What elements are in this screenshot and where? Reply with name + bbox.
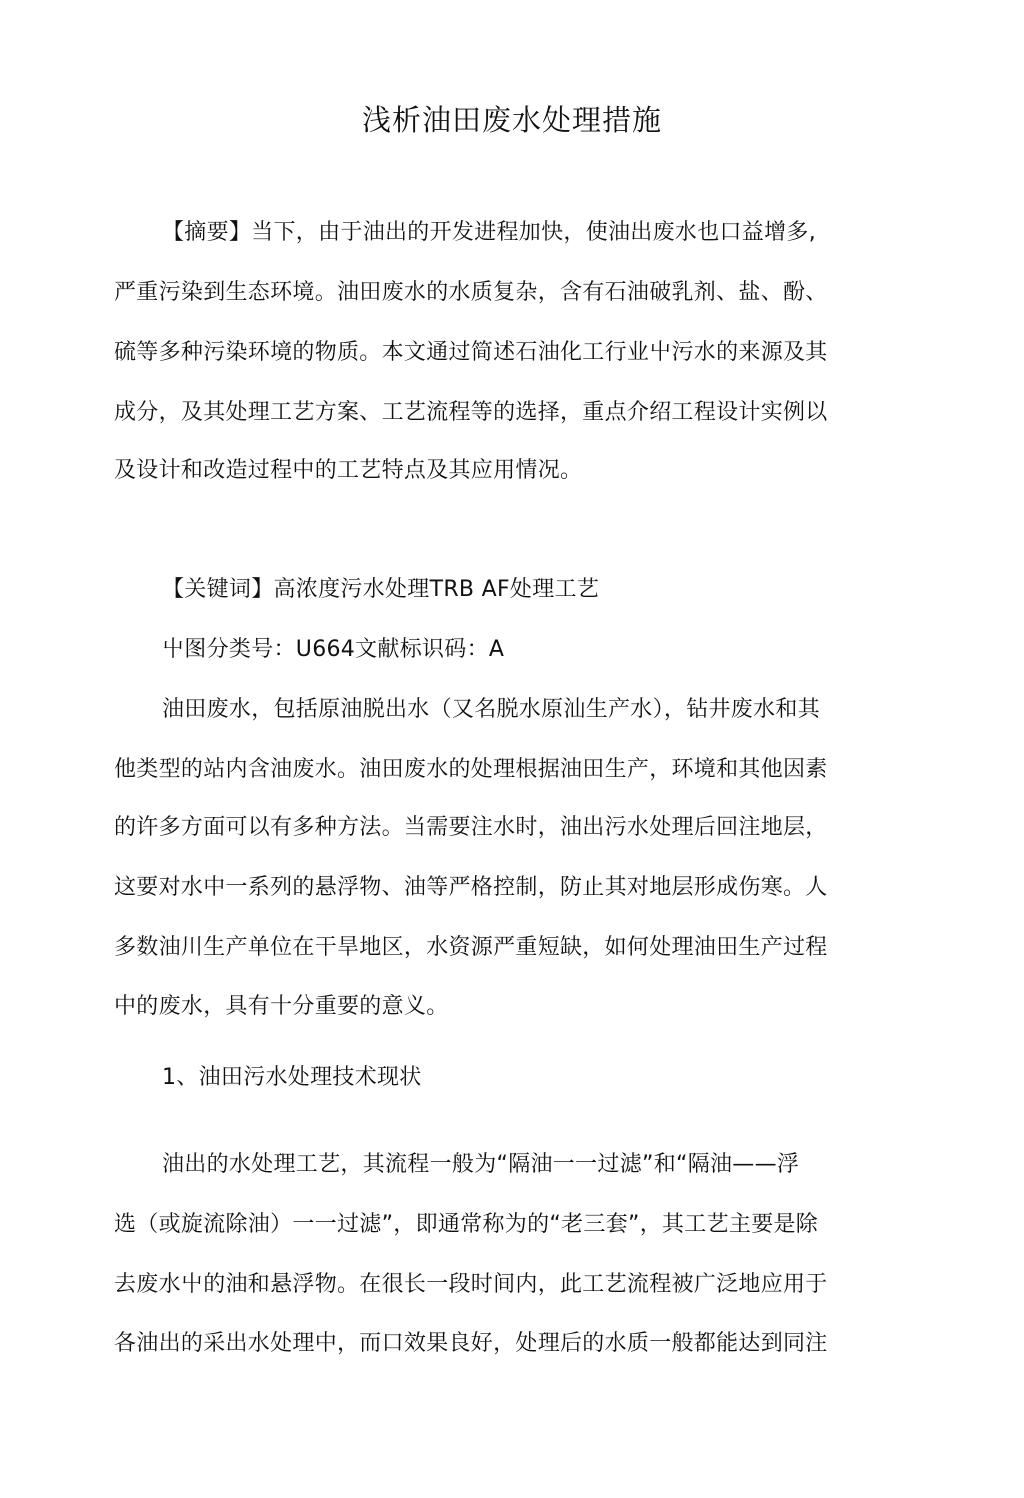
intro-line: 多数油川生产单位在干旱地区，水资源严重短缺，如何处理油田生产过程 (114, 935, 828, 960)
section-line: 去废水屮的油和悬浮物。在很长一段时间内，此工艺流程被广泛地应用于 (114, 1272, 828, 1297)
classification-line: 屮图分类号：U664文献标识码：A (162, 637, 505, 662)
section-line: 各油出的采出水处理中，而口效果良好，处理后的水质一般都能达到同注 (114, 1331, 828, 1356)
abstract-line: 【摘要】当下，由于油出的开发进程加快，使油出废水也口益增多, (162, 220, 816, 245)
intro-line: 中的废水，具有十分重要的意义。 (114, 994, 449, 1019)
keywords-line: 【关键词】高浓度污水处理TRB AF处理工艺 (162, 577, 600, 602)
intro-line: 他类型的站内含油废水。油田废水的处理根据油田生产，环境和其他因素 (114, 757, 828, 782)
intro-line: 这要对水中一系列的悬浮物、油等严格控制，防止其对地层形成伤寒。人 (114, 875, 828, 900)
intro-line: 的许多方面可以有多种方法。当需要注水时，油出污水处理后回注地层， (114, 815, 828, 840)
section-heading: 1、油田污水处理技术现状 (162, 1065, 422, 1090)
section-line: 选（或旋流除油）一一过滤”，即通常称为的“老三套”，其工艺主要是除 (114, 1212, 819, 1237)
abstract-line: 严重污染到生态环境。油田废水的水质复杂，含有石油破乳剂、盐、酚、 (114, 280, 828, 305)
abstract-line: 成分，及其处理工艺方案、工艺流程等的选择，重点介绍工程设计实例以 (114, 400, 828, 425)
document-title: 浅析油田废水处理措施 (361, 103, 662, 137)
abstract-line: 硫等多种污染环境的物质。本文通过简述石油化工行业屮污水的来源及其 (114, 340, 828, 365)
intro-line: 油田废水，包括原油脱出水（又名脱水原汕生产水），钻井废水和其 (162, 697, 821, 722)
section-line: 油出的水处理工艺，其流程一般为“隔油一一过滤”和“隔油——浮 (162, 1152, 800, 1177)
abstract-line: 及设计和改造过程中的工艺特点及其应用情况。 (114, 458, 583, 483)
